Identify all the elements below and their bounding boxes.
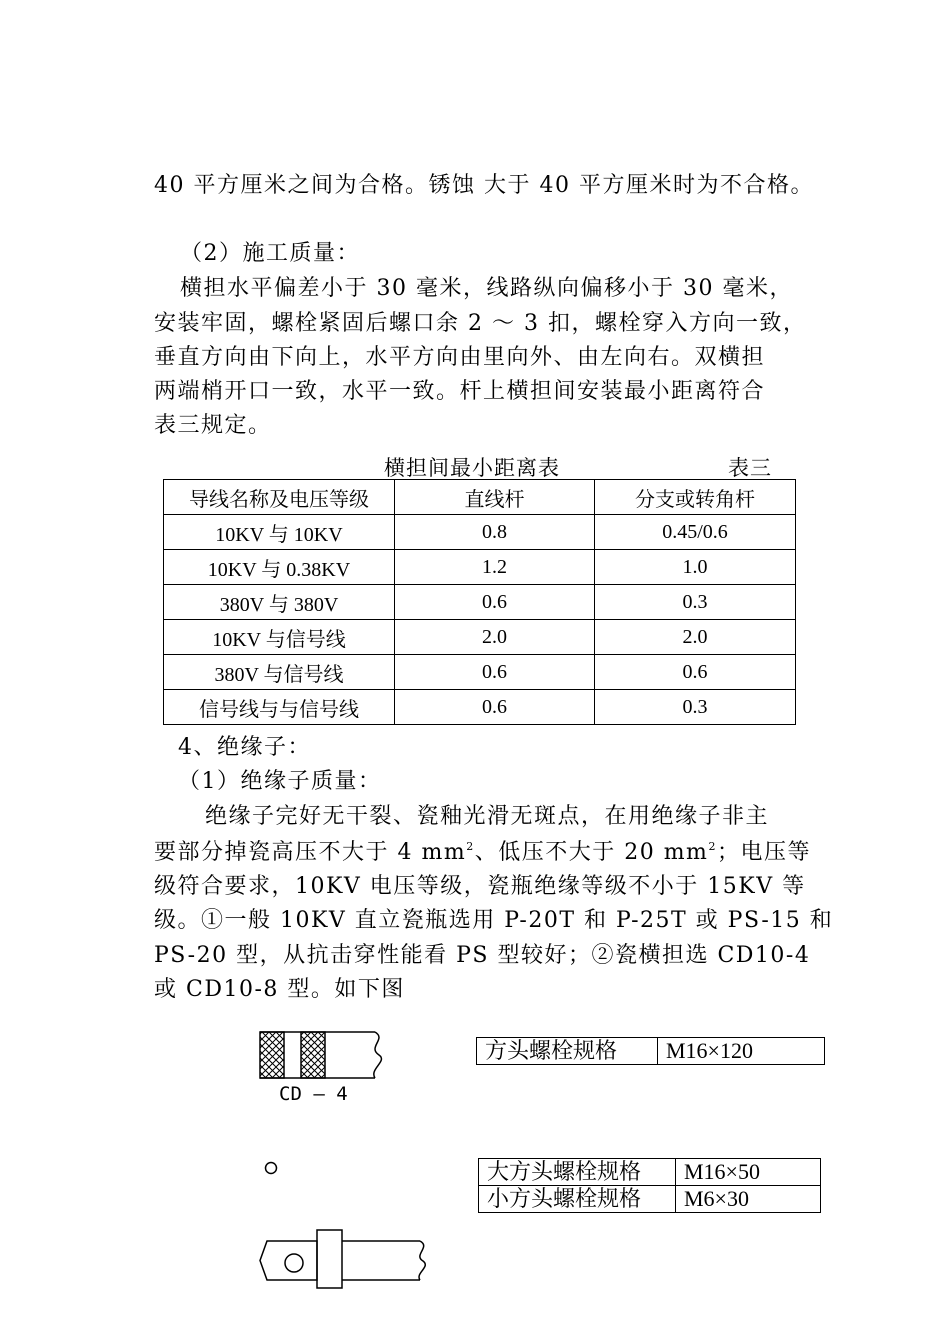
table-cell: 方头螺栓规格 — [477, 1038, 658, 1065]
text-line: 表三规定。 — [154, 413, 272, 438]
table-cell: 0.3 — [595, 585, 796, 620]
table-row — [164, 585, 796, 620]
text-line: 40 平方厘米之间为合格。锈蚀 大于 40 平方厘米时为不合格。 — [154, 173, 814, 198]
table-cell: 0.6 — [595, 655, 796, 690]
table-cell: 10KV 与 10KV — [164, 515, 395, 550]
text-line: 横担水平偏差小于 30 毫米，线路纵向偏移小于 30 毫米， — [180, 276, 793, 301]
text-line: PS-20 型，从抗击穿性能看 PS 型较好；②瓷横担选 CD10-4 — [154, 943, 811, 968]
cross-arm-insulator-drawing — [255, 1025, 390, 1085]
table-header-row — [164, 480, 796, 515]
table-cell: 大方头螺栓规格 — [479, 1159, 676, 1186]
text-line: 级。①一般 10KV 直立瓷瓶选用 P-20T 和 P-25T 或 PS-15 和 — [154, 908, 834, 933]
table-cell: 0.6 — [395, 655, 595, 690]
text-line: 安装牢固，螺栓紧固后螺口余 2 ～ 3 扣，螺栓穿入方向一致， — [154, 311, 807, 336]
table-cell: 2.0 — [595, 620, 796, 655]
table-title: 横担间最小距离表 — [384, 456, 560, 480]
table-cell: 2.0 — [395, 620, 595, 655]
table-cell: 0.3 — [595, 690, 796, 725]
text-line: 两端梢开口一致，水平一致。杆上横担间安装最小距离符合 — [154, 379, 766, 404]
superscript: 2 — [466, 840, 475, 853]
text-line: 垂直方向由下向上，水平方向由里向外、由左向右。双横担 — [154, 345, 766, 370]
table-cell: 0.8 — [395, 515, 595, 550]
table-row — [164, 655, 796, 690]
subsection-heading: （1）绝缘子质量： — [178, 769, 382, 794]
superscript: 2 — [708, 840, 717, 853]
table-cell: 380V 与信号线 — [164, 655, 395, 690]
table-label: 表三 — [728, 456, 772, 480]
table-cell: 0.6 — [395, 690, 595, 725]
table-row — [164, 550, 796, 585]
bolt-spec-table — [478, 1158, 821, 1213]
table-cell: 380V 与 380V — [164, 585, 395, 620]
circle-icon — [263, 1160, 279, 1176]
insulator-clamp-drawing — [255, 1225, 435, 1293]
figure-label: CD — 4 — [279, 1083, 348, 1105]
text-line — [154, 841, 811, 864]
table-row — [479, 1186, 821, 1213]
text-line: 或 CD10-8 型。如下图 — [154, 977, 405, 1002]
text-segment: ；电压等 — [716, 840, 811, 865]
table-row — [479, 1159, 821, 1186]
column-header: 分支或转角杆 — [595, 480, 796, 515]
table-cell: 10KV 与信号线 — [164, 620, 395, 655]
section-heading: 4、绝缘子： — [178, 735, 311, 760]
table-row — [164, 690, 796, 725]
table-cell: 0.45/0.6 — [595, 515, 796, 550]
distance-table — [163, 479, 796, 725]
bolt-spec-table — [476, 1037, 825, 1065]
table-cell: 10KV 与 0.38KV — [164, 550, 395, 585]
text-segment: 、低压不大于 20 mm — [474, 840, 709, 865]
column-header: 直线杆 — [395, 480, 595, 515]
table-cell: 0.6 — [395, 585, 595, 620]
table-cell: 小方头螺栓规格 — [479, 1186, 676, 1213]
section-heading: （2）施工质量： — [180, 241, 360, 266]
table-cell: M16×50 — [676, 1159, 821, 1186]
text-segment: 要部分掉瓷高压不大于 4 mm — [154, 840, 467, 865]
text-line: 绝缘子完好无干裂、瓷釉光滑无斑点，在用绝缘子非主 — [205, 804, 770, 829]
table-row — [164, 620, 796, 655]
column-header: 导线名称及电压等级 — [164, 480, 395, 515]
table-cell: 1.0 — [595, 550, 796, 585]
table-row — [477, 1038, 825, 1065]
table-row — [164, 515, 796, 550]
table-cell: 信号线与与信号线 — [164, 690, 395, 725]
table-cell: 1.2 — [395, 550, 595, 585]
table-cell: M6×30 — [676, 1186, 821, 1213]
text-line: 级符合要求，10KV 电压等级，瓷瓶绝缘等级不小于 15KV 等 — [154, 874, 806, 899]
table-cell: M16×120 — [658, 1038, 825, 1065]
